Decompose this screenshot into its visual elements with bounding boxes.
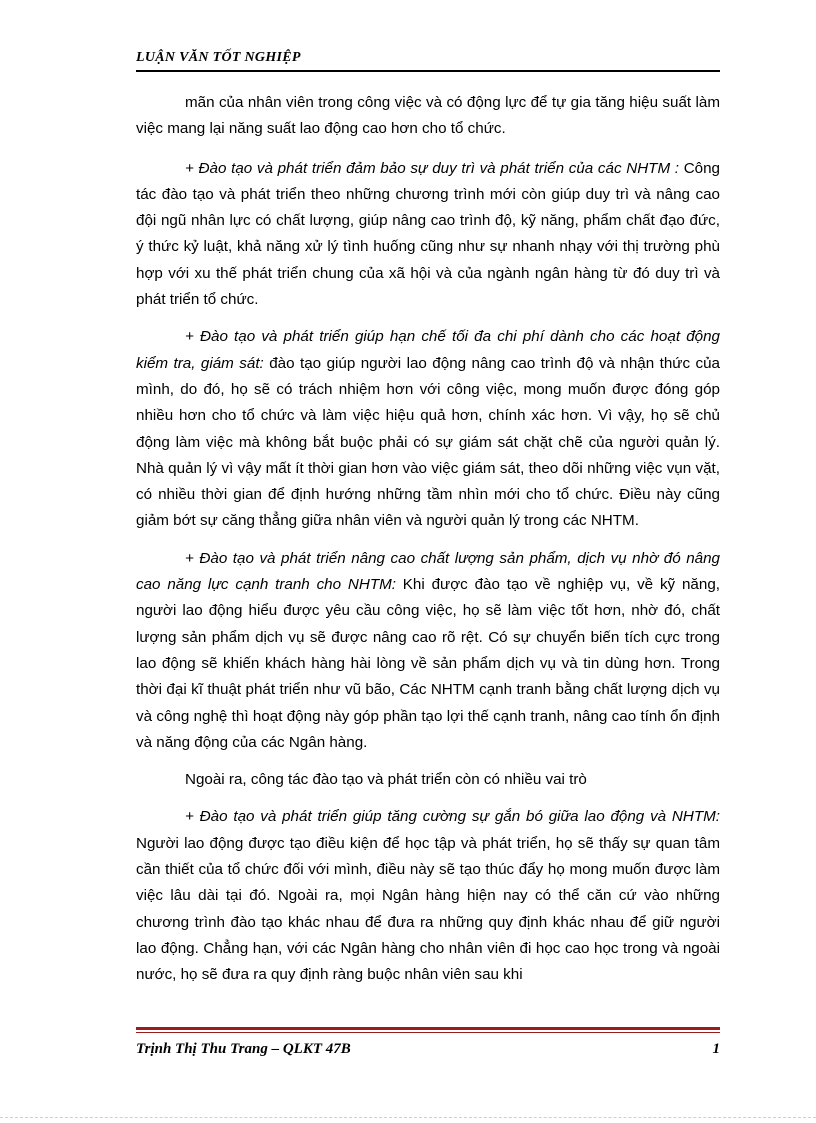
paragraph-continuation — [136, 90, 720, 143]
paragraph-heading: + Đào tạo và phát triển nâng cao chất lượng sản phẩm, dịch vụ nhờ đó nâng cao năng lực cạnh tranh cho NHTM: — [136, 549, 720, 594]
header-title: LUẬN VĂN TỐT NGHIỆP — [136, 50, 301, 65]
paragraph-heading: + Đào tạo và phát triển giúp hạn chế tối đa chi phí dành cho các hoạt động kiểm tra, giám sát: — [136, 328, 720, 372]
paragraph-text: Người lao động được tạo điều kiện để học tập và phát triển, họ sẽ thấy sự quan tâm cần thiết của tổ chức đối với mình, điều này sẽ tạo thúc đẩy họ mong muốn được làm việc lâu dài tại đó. Ngoài ra, mọi Ngân hàng hiện nay có thể căn cứ vào những chương trình đào tạo khác nhau để đưa ra những quy định khác nhau để giữ người lao động. Chẳng hạn, với các Ngân hàng cho nhân viên đi học cao học trong và ngoài nước, họ sẽ đưa ra quy định ràng buộc nhân viên sau khi — [136, 834, 720, 984]
footer-rule-thick — [136, 1027, 720, 1030]
paragraph-heading: + Đào tạo và phát triển giúp tăng cường sự gắn bó giữa lao động và NHTM: — [185, 808, 720, 826]
page-header — [136, 48, 720, 72]
paragraph-maintenance — [136, 156, 720, 314]
page-number: 1 — [712, 1041, 720, 1057]
page-edge-divider — [0, 1117, 816, 1118]
body-text — [136, 90, 720, 1000]
paragraph-text: Công tác đào tạo và phát triển theo những chương trình mới còn giúp duy trì và nâng cao đội ngũ nhân lực có chất lượng, giúp nâng cao trình độ, kỹ năng, phẩm chất đạo đức, ý thức kỷ luật, khả năng xử lý tình huống cũng như sự nhanh nhạy với thị trường phù hợp với xu thế phát triển chung của xã hội và của ngành ngân hàng từ đó duy trì và phát triển tổ chức. — [136, 159, 721, 309]
footer-author: Trịnh Thị Thu Trang – QLKT 47B — [136, 1041, 351, 1057]
footer-rule-thin — [136, 1032, 720, 1033]
paragraph-text: Ngoài ra, công tác đào tạo và phát triển còn có nhiều vai trò — [185, 771, 587, 789]
paragraph-text: mãn của nhân viên trong công việc và có động lực để tự gia tăng hiệu suất làm việc mang lại năng suất lao động cao hơn cho tổ chức. — [136, 94, 720, 138]
paragraph-supervision-cost — [136, 324, 720, 534]
paragraph-service-quality — [136, 546, 720, 756]
paragraph-heading: + Đào tạo và phát triển đảm bảo sự duy trì và phát triển của các NHTM : — [185, 159, 680, 177]
paragraph-text: Khi được đào tạo về nghiệp vụ, về kỹ năng, người lao động hiểu được yêu cầu công việc, họ sẽ làm việc tốt hơn, nhờ đó, chất lượng sản phẩm dịch vụ sẽ được nâng cao rõ rệt. Có sự chuyển biến tích cực trong lao động sẽ khiến khách hàng hài lòng về sản phẩm dịch vụ và tin dùng hơn. Trong thời đại kĩ thuật phát triển như vũ bão, Các NHTM cạnh tranh bằng chất lượng dịch vụ và công nghệ thì hoạt động này góp phần tạo lợi thế cạnh tranh, nâng cao tính ổn định và năng động của các Ngân hàng. — [136, 576, 720, 751]
paragraph-other-roles — [136, 767, 720, 793]
paragraph-text: đào tạo giúp người lao động nâng cao trình độ và nhận thức của mình, do đó, họ sẽ có trách nhiệm hơn với công việc, mong muốn được đóng góp nhiều hơn cho tổ chức và làm việc hiệu quả hơn, chính xác hơn. Vì vậy, họ sẽ chủ động làm việc mà không bắt buộc phải có sự giám sát chặt chẽ của người quản lý. Nhà quản lý vì vậy mất ít thời gian hơn vào việc giám sát, theo dõi những việc vụn vặt, có nhiều thời gian để định hướng những tầm nhìn mới cho tổ chức. Điều này cũng giảm bớt sự căng thẳng giữa nhân viên và người quản lý trong các NHTM. — [136, 354, 720, 530]
page-footer — [136, 1038, 720, 1060]
paragraph-retention — [136, 804, 720, 988]
